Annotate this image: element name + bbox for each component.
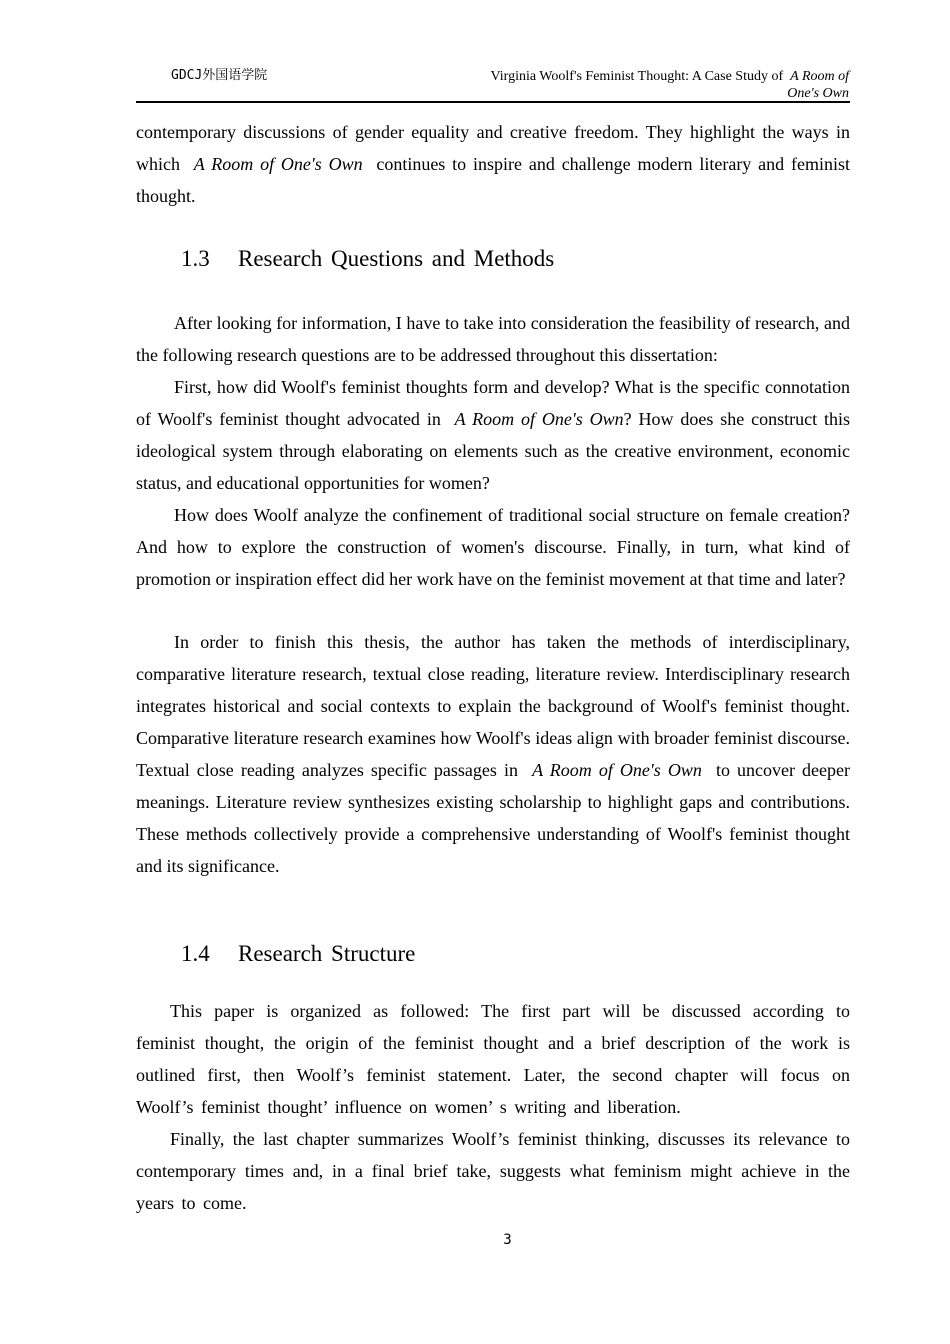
paragraph-methods: In order to finish this thesis, the author has taken the methods of interdisciplinary, comparative literature research, textual close reading, literature review. Interdisciplinary research integrates historical and social contexts to explain the background of Woolf's feminist thought. Comparative literature research examines how Woolf's ideas align with broader feminist discourse. Textual close reading analyzes specific passages in A Room of One's Own to uncover deeper meanings. Literature review synthesizes existing scholarship to highlight gaps and contributions. These methods collectively provide a comprehensive understanding of Woolf's feminist thought and its significance. (136, 632, 851, 876)
paragraph-first-question: First, how did Woolf's feminist thoughts form and develop? What is the specific connotation of Woolf's feminist thought advocated in A Room of One's Own? How does she construct this ideological system through elaborating on elements such as the creative environment, economic status, and educational opportunities for women? (136, 377, 851, 493)
header-left-label: GDCJ外国语学院 (171, 68, 268, 83)
book-title: A Room of One's Own (193, 154, 363, 174)
paragraph-research-intro: After looking for information, I have to take into consideration the feasibility of research, and the following research questions are to be addressed throughout this dissertation: (136, 313, 850, 365)
section-number: 1.3 (181, 246, 210, 271)
header-title-prefix: Virginia Woolf's Feminist Thought: A Case Study of (490, 69, 784, 84)
paragraph-second-question: How does Woolf analyze the confinement of traditional social structure on female creation? And how to explore the construction of women's discourse. Finally, in turn, what kind of promotion or inspiration effect did her work have on the feminist movement at that time and later? (136, 505, 850, 589)
header-rule (136, 101, 850, 103)
paragraph-conclusion: Finally, the last chapter summarizes Woolf’s feminist thinking, discusses its relevance to contemporary times and, in a final brief take, suggests what feminism might achieve in the years to come. (136, 1129, 850, 1213)
book-title: A Room of One's Own (532, 760, 702, 780)
paragraph-continuation: contemporary discussions of gender equality and creative freedom. They highlight the ways in which A Room of One's Own continues to inspire and challenge modern literary and feminist thought. (136, 122, 850, 206)
section-title: Research Structure (238, 941, 416, 966)
header-book-title: A Room of One's Own (787, 69, 849, 101)
book-title: A Room of One's Own (454, 409, 624, 429)
paragraph-structure: This paper is organized as followed: The first part will be discussed according to feminist thought, the origin of the feminist thought and a brief description of the work is outlined first, then Woolf’s feminist statement. Later, the second chapter will focus on Woolf’s feminist thought’ influence on women’ s writing and liberation. (136, 1001, 850, 1117)
page-number: 3 (503, 1232, 512, 1248)
section-heading-1-3 (181, 245, 554, 273)
section-heading-1-4 (181, 940, 415, 968)
header-right-title (469, 68, 849, 102)
section-title: Research Questions and Methods (238, 246, 555, 271)
section-number: 1.4 (181, 941, 210, 966)
